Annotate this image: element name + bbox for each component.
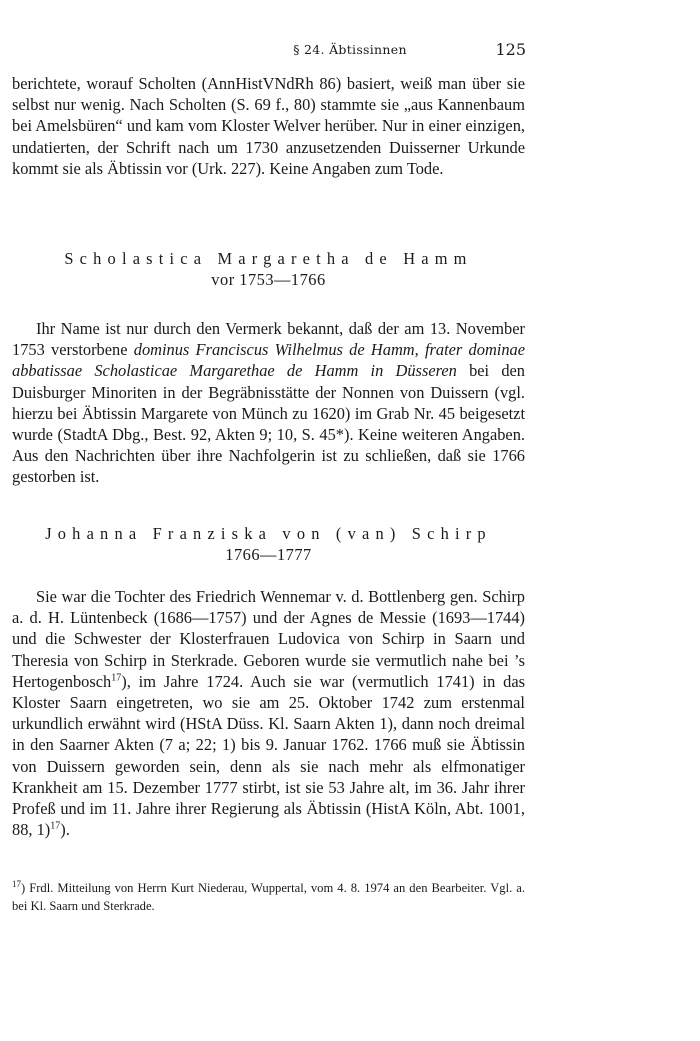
- paragraph-scholastica: [12, 318, 525, 488]
- footnote-reference: 17: [111, 672, 122, 684]
- text-run: bei den Duisburger Minoriten in der Begräbnisstätte der Nonnen von Duissern (vgl. hierzu bei Äbtissin Margarete von Münch zu 1620) im Grab Nr. 45 beigesetzt wurde (StadtA Dbg., Best. 92, Akten 9; 10, S. 45*). Keine weiteren Angaben. Aus den Nachrichten über ihre Nachfolgerin ist zu schließen, daß sie 1766 gestorben ist.: [12, 361, 525, 487]
- heading-dates: vor 1753—1766: [211, 270, 326, 289]
- text-run: Sie war die Tochter des Friedrich Wennemar v. d. Bottlenberg gen. Schirp a. d. H. Lüntenbeck (1686—1757) und der Agnes de Messie (1693—1744) und die Schwester der Klosterfrauen Ludovica von Schirp in Saarn und Theresia von Schirp in Sterkrade. Geboren wurde sie vermutlich nahe bei ’s Hertogenbosch: [12, 587, 525, 691]
- heading-name: Johanna Franziska von (van) Schirp: [45, 524, 492, 543]
- footnote-text: ) Frdl. Mitteilung von Herrn Kurt Niederau, Wuppertal, vom 4. 8. 1974 an den Bearbeiter. Vgl. a. bei Kl. Saarn und Sterkrade.: [12, 881, 525, 913]
- heading-name: Scholastica Margaretha de Hamm: [64, 249, 473, 268]
- running-title: § 24. Äbtissinnen: [293, 42, 407, 57]
- text-run: ), im Jahre 1724. Auch sie war (vermutlich 1741) in das Kloster Saarn eingetreten, wo sie am 25. Oktober 1742 zum erstenmal urkundlich erwähnt wird (HStA Düss. Kl. Saarn Akten 1), dann noch dreimal in den Saarner Akten (7 a; 22; 1) bis 9. Januar 1762. 1766 muß sie Äbtissin von Duissern geworden sein, denn als sie nach mehr als elfmonatiger Krankheit am 15. Dezember 1777 stirbt, ist sie 53 Jahre alt, im 36. Jahr ihrer Profeß und im 11. Jahre ihrer Regierung als Äbtissin (HistA Köln, Abt. 1001, 88, 1): [12, 671, 525, 840]
- latin-quote: dominus Franciscus Wilhelmus de Hamm, frater dominae abbatissae Scholasticae Margarethae de Hamm in Düsseren: [12, 340, 525, 381]
- footnote: [12, 880, 525, 915]
- heading-dates: 1766—1777: [225, 545, 312, 564]
- page-number: 125: [495, 40, 526, 59]
- footnote-mark: 17: [12, 878, 21, 889]
- section-heading-johanna: [12, 523, 525, 565]
- paragraph-text: [12, 318, 525, 488]
- paragraph-text: [12, 586, 525, 840]
- paragraph-continuation: [12, 73, 525, 179]
- running-head: [0, 40, 700, 62]
- footnote-reference: 17: [50, 820, 61, 832]
- paragraph-text: berichtete, worauf Scholten (AnnHistVNdRh 86) basiert, weiß man über sie selbst nur wenig. Nach Scholten (S. 69 f., 80) stammte sie „aus Kannenbaum bei Amelsbüren“ und kam vom Kloster Welver herüber. Nur in einer einzigen, undatierten, der Schrift nach um 1730 anzusetzenden Duisserner Urkunde kommt sie als Äbtissin vor (Urk. 227). Keine Angaben zum Tode.: [12, 74, 525, 178]
- text-run: Ihr Name ist nur durch den Vermerk bekannt, daß der am 13. November 1753 verstorbene: [12, 319, 525, 360]
- paragraph-johanna: [12, 586, 525, 840]
- section-heading-scholastica: [12, 248, 525, 290]
- text-run: ).: [60, 820, 70, 840]
